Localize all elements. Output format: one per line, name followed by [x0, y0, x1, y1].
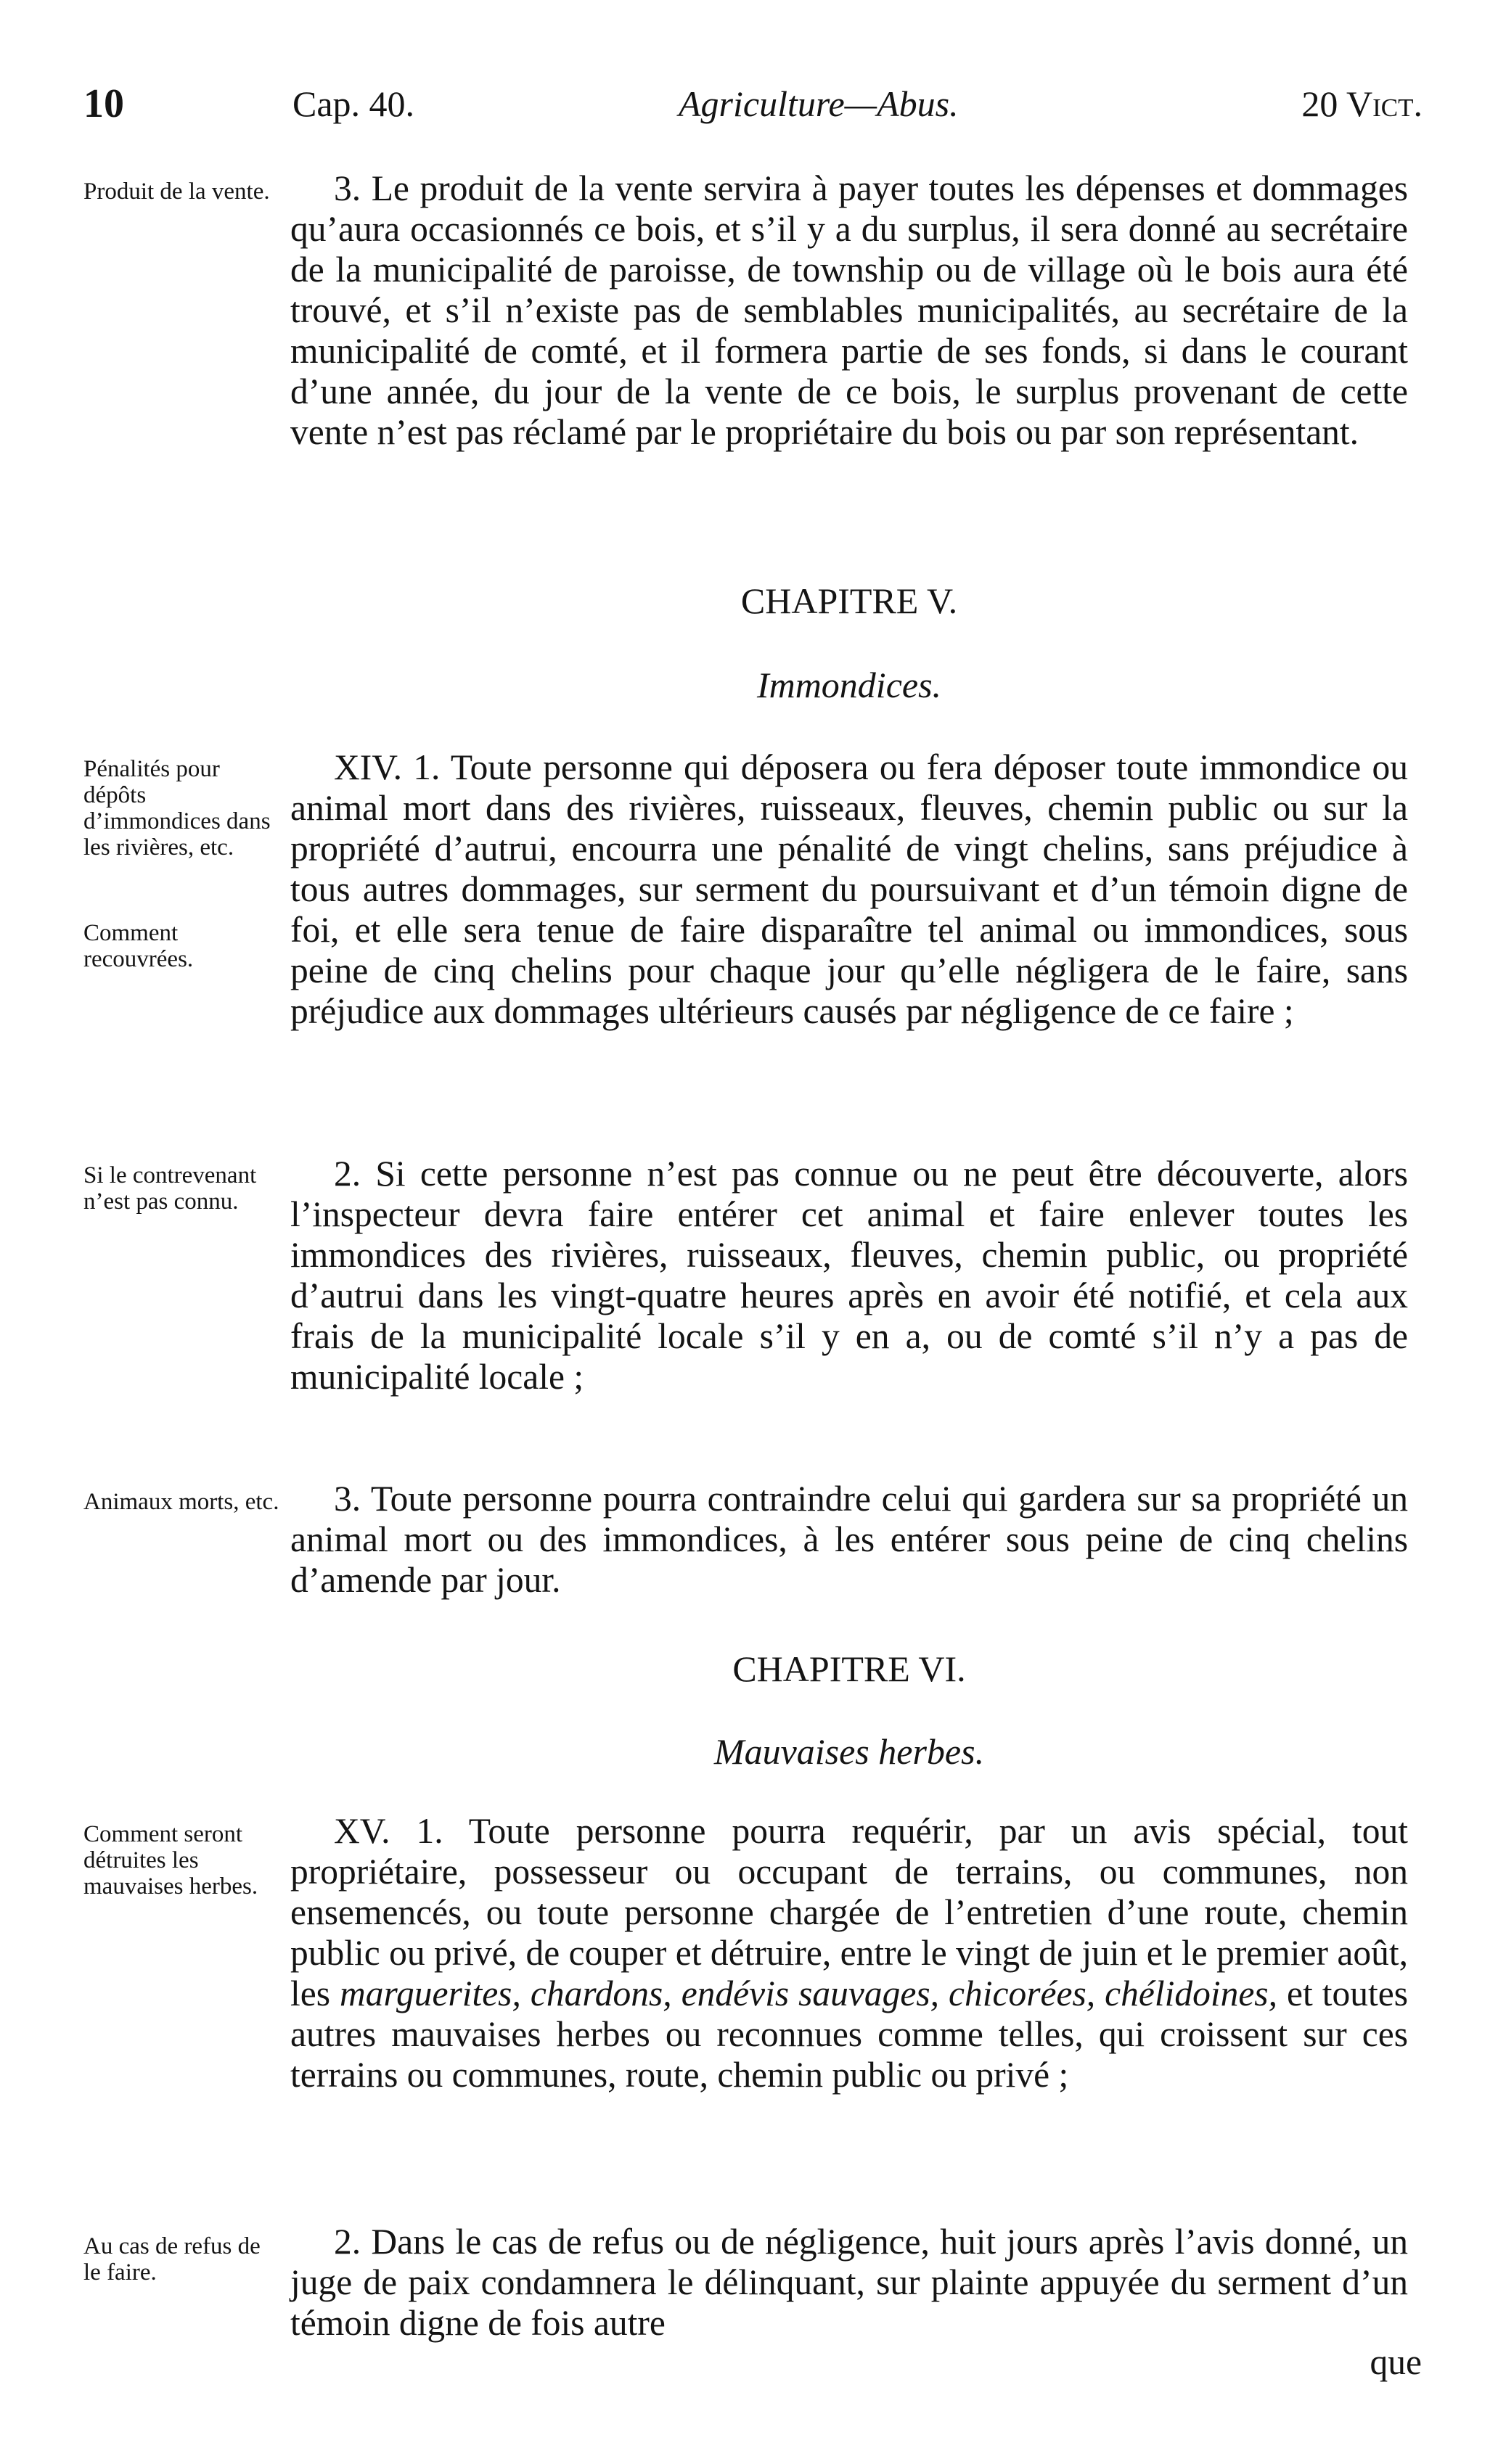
paragraph [290, 1479, 1408, 1601]
paragraph-text: 2. Dans le cas de refus ou de négligence, huit jours après l’avis donné, un juge de paix condamnera le délinquant, sur plainte appuyée du serment d’un témoin digne de fois autre [290, 2222, 1408, 2343]
chapter-vi-subheading: Mauvaises herbes. [713, 1731, 985, 1772]
paragraph [290, 168, 1408, 453]
paragraph [290, 2222, 1408, 2344]
margin-note: Comment seront détruites les mauvaises herbes. [83, 1821, 258, 1900]
margin-note: Produit de la vente. [83, 178, 270, 205]
margin-note: Au cas de refus de le faire. [83, 2233, 261, 2286]
paragraph-text: et toutes autres mauvaises herbes ou reconnues comme telles, qui croissent sur ces terrains ou communes, route, chemin public ou privé ; [290, 1974, 1409, 2095]
page-number: 10 [83, 81, 124, 126]
weed-list: marguerites, chardons, endévis sauvages, chicorées, chélidoines, [340, 1974, 1277, 2013]
paragraph [290, 1154, 1408, 1397]
chapter-v-heading: CHAPITRE V. [740, 580, 958, 621]
paragraph [290, 1811, 1408, 2095]
margin-note: Pénalités pour dépôts d’immondices dans les rivières, etc. [83, 756, 271, 861]
paragraph-text: XV. 1. Toute personne pourra requérir, par un avis spécial, tout propriétaire, possesseur ou occupant de terrains, ou communes, non ensemencés, ou toute personne chargée de l’entretien d’une route, chemin public ou privé, de couper et détruire, entre le vingt de juin et le premier août, les [290, 1811, 1408, 2013]
running-title: Agriculture—Abus. [679, 83, 959, 124]
margin-note: Si le contrevenant n’est pas connu. [83, 1162, 257, 1215]
regnal-year: 20 Vict. [1301, 83, 1423, 124]
chapter-vi-heading: CHAPITRE VI. [732, 1648, 966, 1689]
paragraph-text: XIV. 1. Toute personne qui déposera ou fera déposer toute immondice ou animal mort dans des rivières, ruisseaux, fleuves, chemin public ou sur la propriété d’autrui, encourra une pénalité de vingt chelins, sans préjudice à tous autres dommages, sur serment du poursuivant et d’un témoin digne de foi, et elle sera tenue de faire disparaître tel animal ou immondices, sous peine de cinq chelins pour chaque jour qu’elle négligera de le faire, sans préjudice aux dommages ultérieurs causés par négligence de ce faire ; [290, 747, 1408, 1031]
chapter-reference: Cap. 40. [292, 83, 415, 124]
paragraph [290, 747, 1408, 1032]
paragraph-text: 3. Toute personne pourra contraindre celui qui gardera sur sa propriété un animal mort ou des immondices, à les entérer sous peine de cinq chelins d’amende par jour. [290, 1479, 1408, 1600]
margin-note: Comment recouvrées. [83, 920, 194, 972]
chapter-v-subheading: Immondices. [756, 665, 942, 705]
paragraph-text: 2. Si cette personne n’est pas connue ou ne peut être découverte, alors l’inspecteur devra faire entérer cet animal et faire enlever toutes les immondices des rivières, ruisseaux, fleuves, chemin public, ou propriété d’autrui dans les vingt-quatre heures après en avoir été notifié, et cela aux frais de la municipalité locale s’il y en a, ou de comté s’il n’y a pas de municipalité locale ; [290, 1154, 1408, 1397]
running-header [83, 78, 1423, 129]
margin-note: Animaux morts, etc. [83, 1489, 279, 1515]
catchword: que [1370, 2342, 1422, 2382]
paragraph-text: 3. Le produit de la vente servira à payer toutes les dépenses et dommages qu’aura occasionnés ce bois, et s’il y a du surplus, il sera donné au secrétaire de la municipalité de paroisse, de township ou de village où le bois aura été trouvé, et s’il n’existe pas de semblables municipalités, au secrétaire de la municipalité de comté, et il formera partie de ses fonds, si dans le courant d’une année, du jour de la vente de ce bois, le surplus provenant de cette vente n’est pas réclamé par le propriétaire du bois ou par son représentant. [290, 168, 1408, 452]
